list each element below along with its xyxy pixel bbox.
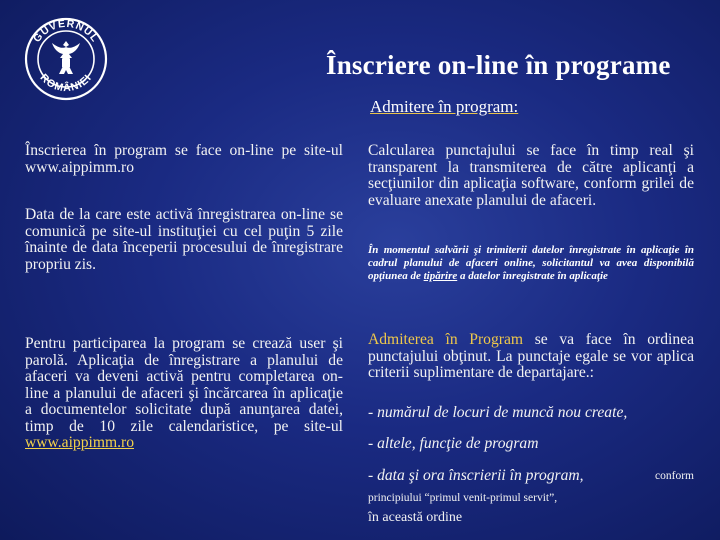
- right-paragraph-1: Calcularea punctajului se face în timp real şi transparent la transmiterea de către aplicanţi a secţiunilor din aplicaţia software, conform grilei de evaluare anexate planului de afaceri.: [368, 142, 694, 209]
- criteria-item-3: [368, 467, 694, 485]
- left-paragraph-2: Data de la care este activă înregistrarea on-line se comunică pe site-ul instituţiei cu cel puţin 5 zile înainte de data începerii procesului de înregistrare propriu zis.: [25, 206, 343, 273]
- order-text: în această ordine: [368, 510, 463, 525]
- criteria-item-2: - altele, funcţie de program: [368, 435, 539, 452]
- note-print-link[interactable]: tipărire: [423, 270, 458, 283]
- logo-text-bottom: ROMÂNIEI: [37, 71, 95, 95]
- note-text-post: a datelor înregistrate în aplicaţie: [457, 270, 608, 283]
- government-seal-logo: [22, 15, 110, 103]
- criteria-item-3-text: - data şi ora înscrierii în program,: [368, 467, 584, 484]
- criteria-item-1: - numărul de locuri de muncă nou create,: [368, 404, 628, 421]
- left-paragraph-3-text: Pentru participarea la program se crează user şi parolă. Aplicaţia de înregistrare a planului de afaceri va deveni activă pentru completarea on-line a planului de afaceri şi încărcarea în aplicaţie a documentelor solicitate după anunţarea datei, timp de 10 zile calendaristice, pe site-ul: [25, 335, 343, 435]
- principle-text: principiului “primul venit-primul servit”,: [368, 492, 558, 504]
- right-note: [368, 244, 694, 284]
- page-title: Înscriere on-line în programe: [326, 50, 671, 80]
- right-paragraph-3-text: se va face în ordinea punctajului obţinut. La punctaje egale se vor aplica criterii suplimentare de departajare.:: [368, 331, 694, 381]
- left-paragraph-1: Înscrierea în program se face on-line pe site-ul www.aippimm.ro: [25, 142, 343, 176]
- criteria-item-3-suffix: conform: [655, 470, 694, 482]
- logo-text-top: GUVERNUL: [30, 17, 102, 45]
- right-paragraph-3: [368, 332, 694, 382]
- section-subtitle: Admitere în program:: [370, 97, 519, 116]
- aippimm-link[interactable]: www.aippimm.ro: [25, 434, 134, 451]
- svg-text:ROMÂNIEI: [38, 72, 95, 94]
- note-text-pre: În momentul salvării şi trimiterii datelor înregistrate în aplicaţie în cadrul planului de afaceri online, solicitantul va avea disponibilă opţiunea de: [368, 244, 694, 283]
- admission-highlight: Admiterea în Program: [368, 331, 524, 348]
- left-paragraph-3: [25, 336, 343, 452]
